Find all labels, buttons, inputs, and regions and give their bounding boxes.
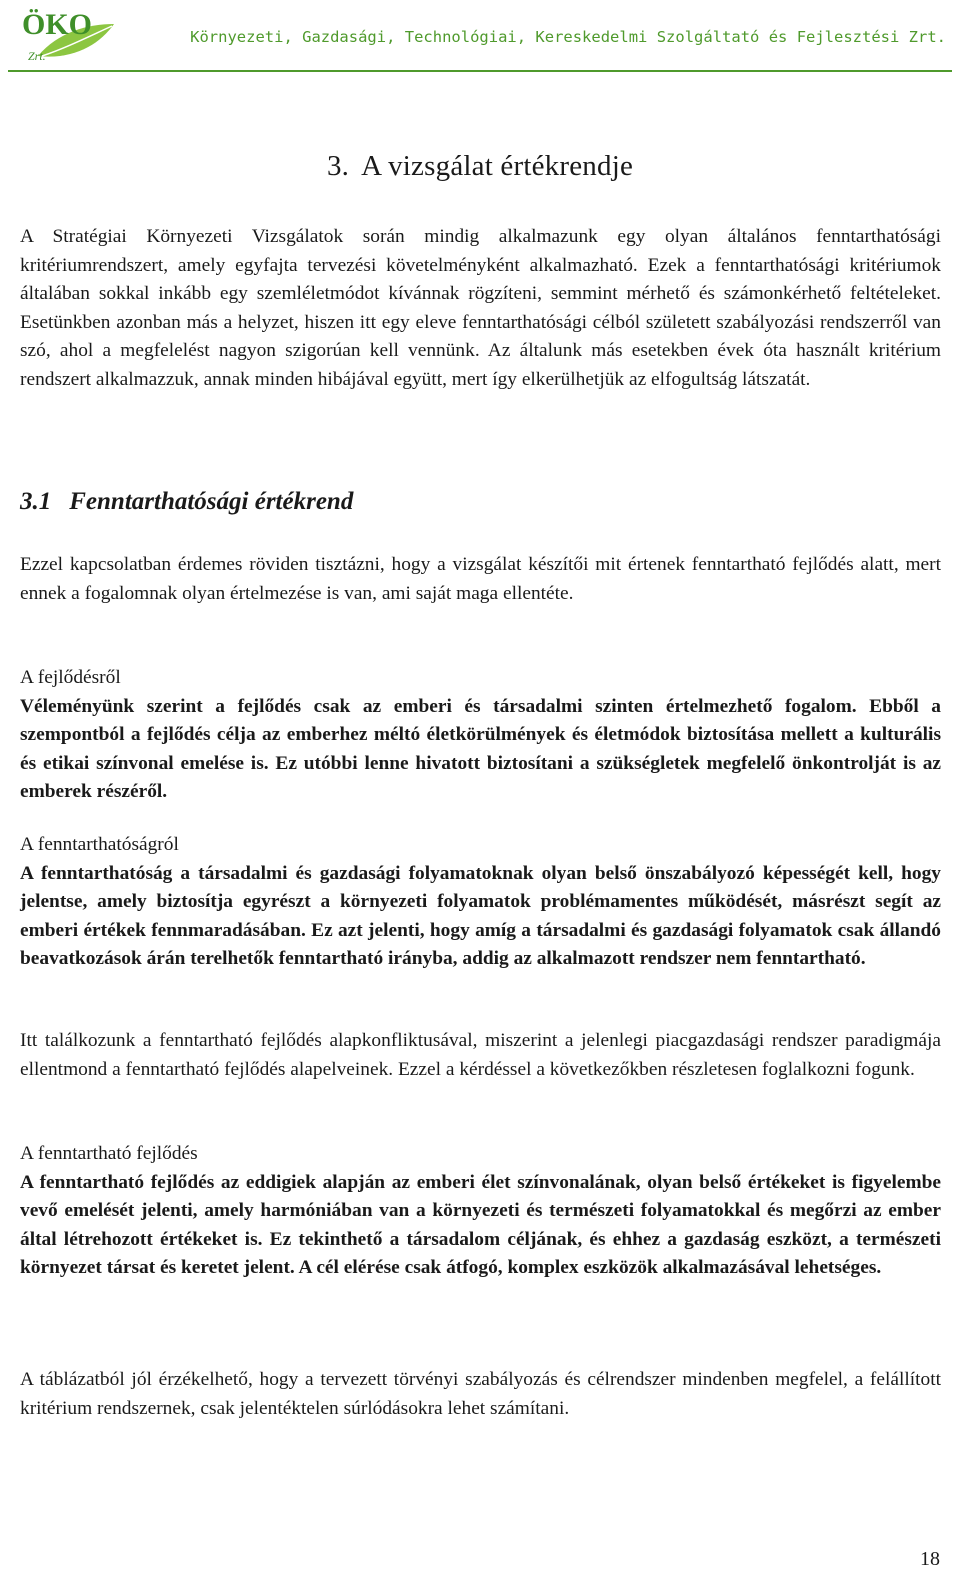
block-fejlodes bbox=[20, 664, 941, 807]
section-heading bbox=[0, 150, 960, 183]
subsection-number: 3.1 bbox=[20, 488, 52, 515]
page-number: 18 bbox=[920, 1548, 940, 1570]
section-title: A vizsgálat értékrendje bbox=[361, 150, 634, 182]
block-text: Véleményünk szerint a fejlődés csak az emberi és társadalmi szinten értelmezhető fogalom. Ebből a szempontból a fejlődés célja az emberhez méltó életkörülmények és életmódok biztosítása mellett a kulturális és etikai színvonal emelése is. Ez utóbbi lenne hivatott biztosítani a szükségletek megfelelő önkontrolját is az emberek részéről. bbox=[20, 695, 941, 803]
page-header bbox=[0, 0, 960, 74]
closing-paragraph: A táblázatból jól érzékelhető, hogy a tervezett törvényi szabályozás és célrendszer mindenben megfelel, a felállított kritérium rendszernek, csak jelentéktelen súrlódásokra lehet számítani. bbox=[20, 1369, 941, 1419]
block-fenntarthatosag bbox=[20, 831, 941, 974]
section-intro-paragraph: A Stratégiai Környezeti Vizsgálatok során mindig alkalmazunk egy olyan általános fenntarthatósági kritériumrendszert, amely egyfajta tervezési követelményként alkalmazható. Ezek a fenntarthatósági kritériumok általában sokkal inkább egy szemléletmódot kívánnak rögzíteni, semmint mérhető és számonkérhető feltételeket. Esetünkben azonban más a helyzet, hiszen itt egy eleve fenntarthatósági célból született szabályozási rendszerről van szó, ahol a megfelelést nagyon szigorúan kell vennünk. Az általunk más esetekben évek óta használt kritérium rendszert alkalmazzuk, annak minden hibájával együtt, mert így elkerülhetjük az elfogultság látszatát. bbox=[20, 226, 941, 390]
subsection-intro-paragraph: Ezzel kapcsolatban érdemes röviden tisztázni, hogy a vizsgálat készítői mit értenek fenntartható fejlődés alatt, mert ennek a fogalomnak olyan értelmezése is van, ami saját maga ellentéte. bbox=[20, 554, 941, 604]
middle-paragraph: Itt találkozunk a fenntartható fejlődés alapkonfliktusával, miszerint a jelenlegi piacgazdasági rendszer paradigmája ellentmond a fenntartható fejlődés alapelveinek. Ezzel a kérdéssel a következőkben részletesen foglalkozni fogunk. bbox=[20, 1030, 941, 1080]
logo-sub: Zrt. bbox=[28, 49, 46, 63]
section-number: 3. bbox=[326, 150, 350, 182]
oko-logo bbox=[18, 4, 118, 66]
block-fenntarthato-fejlodes bbox=[20, 1140, 941, 1283]
header-divider bbox=[8, 70, 952, 72]
block-heading: A fejlődésről bbox=[20, 667, 121, 688]
block-heading: A fenntarthatóságról bbox=[20, 834, 179, 855]
block-heading: A fenntartható fejlődés bbox=[20, 1143, 198, 1164]
subsection-title: Fenntarthatósági értékrend bbox=[69, 488, 354, 515]
logo-text: ÖKO bbox=[22, 8, 93, 41]
subsection-heading bbox=[20, 488, 353, 516]
block-text: A fenntartható fejlődés az eddigiek alapján az emberi élet színvonalának, olyan belső értékeket is figyelembe vevő emelését jelenti, amely harmóniában van a környezeti és természeti folyamatokkal és megőrzi az ember által létrehozott értékeket is. Ez tekinthető a társadalom céljának, és ehhez a gazdaság eszközt, a természeti környezet társat és keretet jelent. A cél elérése csak átfogó, komplex eszközök alkalmazásával lehetséges. bbox=[20, 1171, 941, 1279]
block-text: A fenntarthatóság a társadalmi és gazdasági folyamatoknak olyan belső önszabályozó képességét kell, hogy jelentse, amely biztosítja egyrészt a környezeti folyamatok problémamentes működését, másrészt segít az emberi értékek fennmaradásában. Ez azt jelenti, hogy amíg a társadalmi és gazdasági folyamatok csak állandó beavatkozások árán terelhetők fenntartható irányba, addig az alkalmazott rendszer nem fenntartható. bbox=[20, 862, 941, 970]
company-name: Környezeti, Gazdasági, Technológiai, Kereskedelmi Szolgáltató és Fejlesztési Zrt. bbox=[190, 28, 946, 46]
